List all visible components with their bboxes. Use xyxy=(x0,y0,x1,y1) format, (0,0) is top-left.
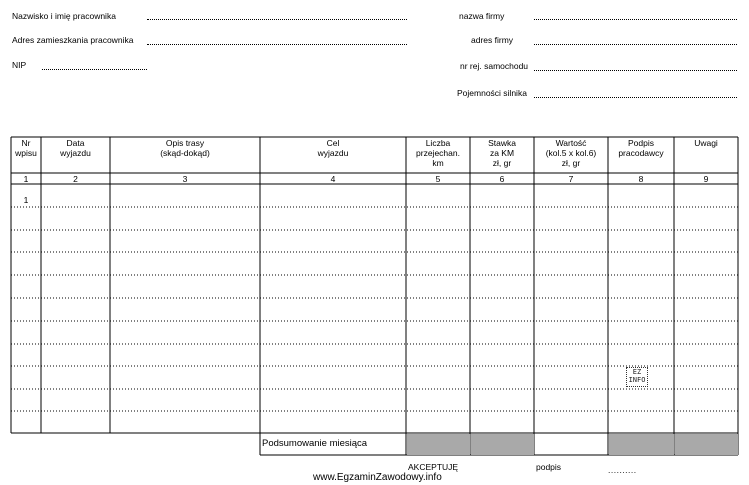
column-number-3: 3 xyxy=(182,174,188,184)
row-number-1: 1 xyxy=(23,195,29,205)
car-registration-field[interactable] xyxy=(534,70,737,71)
column-header-1: Nr wpisu xyxy=(15,138,37,158)
column-number-6: 6 xyxy=(499,174,505,184)
summary-shaded-cell-3 xyxy=(609,434,674,455)
column-header-9: Uwagi xyxy=(694,138,718,148)
watermark-text: www.EgzaminZawodowy.info xyxy=(313,472,442,483)
engine-capacity-label: Pojemności silnika xyxy=(457,88,527,98)
column-header-4: Cel wyjazdu xyxy=(317,138,349,158)
employee-address-field[interactable] xyxy=(147,44,407,45)
column-number-5: 5 xyxy=(435,174,441,184)
column-number-9: 9 xyxy=(703,174,709,184)
stamp-text: EZ INFO xyxy=(628,368,646,384)
employee-address-label: Adres zamieszkania pracownika xyxy=(12,35,134,45)
company-name-label: nazwa firmy xyxy=(459,11,505,21)
summary-shaded-cell-2 xyxy=(471,434,534,455)
column-number-7: 7 xyxy=(568,174,574,184)
nip-field[interactable] xyxy=(42,69,147,70)
accept-label: AKCEPTUJĘ xyxy=(408,462,459,472)
nip-label: NIP xyxy=(12,60,27,70)
company-address-field[interactable] xyxy=(534,44,737,45)
company-address-label: adres firmy xyxy=(471,35,514,45)
column-header-3: Opis trasy (skąd-dokąd) xyxy=(160,138,210,158)
column-header-7: Wartość (kol.5 x kol.6) zł, gr xyxy=(545,138,597,168)
column-number-8: 8 xyxy=(638,174,644,184)
column-header-6: Stawka za KM zł, gr xyxy=(488,138,516,168)
employee-name-field[interactable] xyxy=(147,19,407,20)
employee-name-label: Nazwisko i imię pracownika xyxy=(12,11,116,21)
ez-info-stamp xyxy=(626,367,648,387)
summary-shaded-cell-4 xyxy=(675,434,738,455)
company-name-field[interactable] xyxy=(534,19,737,20)
column-header-8: Podpis pracodawcy xyxy=(618,138,664,158)
column-header-2: Data wyjazdu xyxy=(60,138,91,158)
summary-label: Podsumowanie miesiąca xyxy=(262,438,368,449)
signature-dots[interactable]: .......... xyxy=(608,465,637,475)
column-number-1: 1 xyxy=(23,174,29,184)
car-registration-label: nr rej. samochodu xyxy=(460,61,529,71)
column-number-2: 2 xyxy=(73,174,78,184)
column-number-4: 4 xyxy=(330,174,336,184)
column-header-5: Liczba przejechan. km xyxy=(416,138,460,168)
signature-label: podpis xyxy=(536,462,562,472)
summary-shaded-cell-1 xyxy=(407,434,470,455)
engine-capacity-field[interactable] xyxy=(534,97,737,98)
